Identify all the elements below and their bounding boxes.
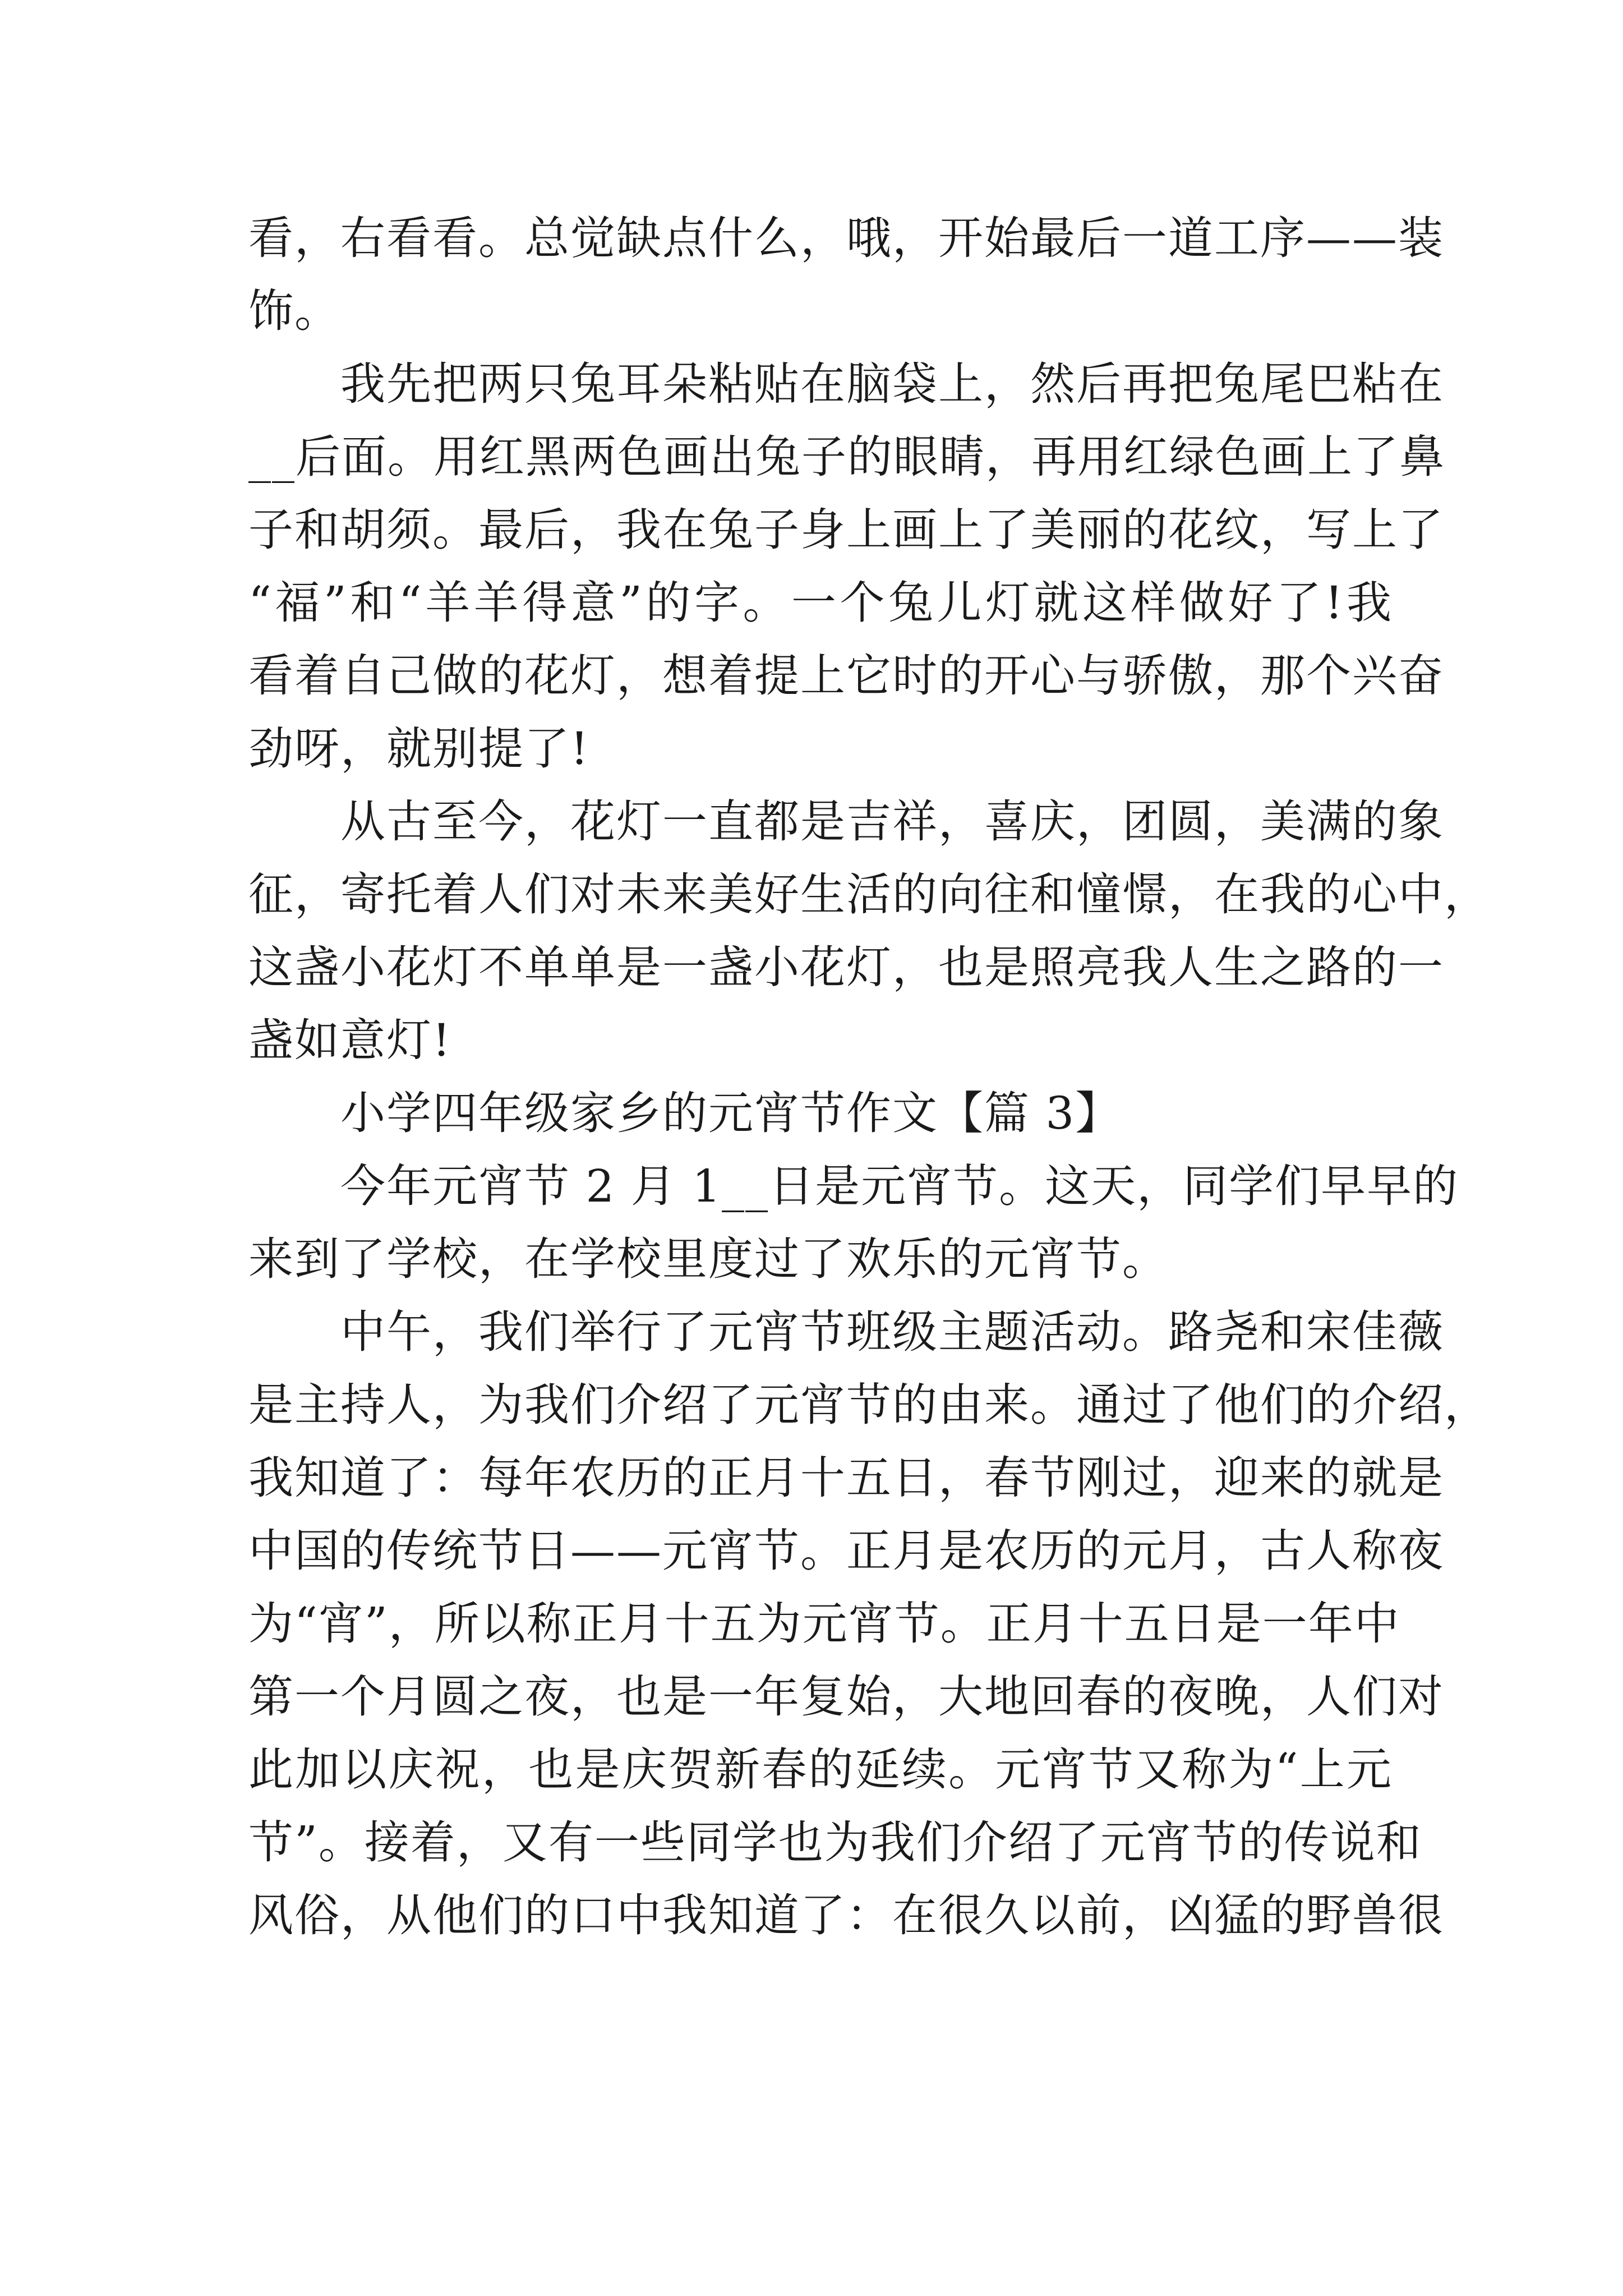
text-line: 征，寄托着人们对未来美好生活的向往和憧憬，在我的心中， (248, 868, 1490, 921)
text-line: 风俗，从他们的口中我知道了：在很久以前，凶猛的野兽很 (248, 1889, 1444, 1941)
text-line: “福”和“羊羊得意”的字。一个兔儿灯就这样做好了!我 (248, 577, 1393, 629)
text-line: 节”。接着，又有一些同学也为我们介绍了元宵节的传说和 (248, 1816, 1422, 1869)
text-line: 从古至今，花灯一直都是吉祥，喜庆，团圆，美满的象 (248, 795, 1444, 848)
text-line: 此加以庆祝，也是庆贺新春的延续。元宵节又称为“上元 (248, 1743, 1393, 1796)
section-heading: 小学四年级家乡的元宵节作文【篇 3】 (248, 1087, 1122, 1139)
text-line: 盏如意灯! (248, 1014, 452, 1066)
text-line: 我先把两只兔耳朵粘贴在脑袋上，然后再把兔尾巴粘在 (248, 358, 1444, 410)
essay-text (248, 202, 1490, 1952)
text-line: 是主持人，为我们介绍了元宵节的由来。通过了他们的介绍， (248, 1379, 1490, 1431)
text-line: 这盏小花灯不单单是一盏小花灯，也是照亮我人生之路的一 (248, 941, 1444, 993)
text-line: 看，右看看。总觉缺点什么，哦，开始最后一道工序——装 (248, 212, 1444, 264)
text-line: 来到了学校，在学校里度过了欢乐的元宵节。 (248, 1233, 1168, 1285)
text-line: 子和胡须。最后，我在兔子身上画上了美丽的花纹，写上了 (248, 504, 1444, 556)
text-line: 劲呀，就别提了! (248, 723, 590, 775)
text-line: 中国的传统节日——元宵节。正月是农历的元月，古人称夜 (248, 1525, 1444, 1577)
text-line: 饰。 (248, 285, 340, 337)
text-line: 看着自己做的花灯，想着提上它时的开心与骄傲，那个兴奋 (248, 650, 1444, 702)
text-line: 第一个月圆之夜，也是一年复始，大地回春的夜晚，人们对 (248, 1671, 1444, 1723)
text-line: 为“宵”，所以称正月十五为元宵节。正月十五日是一年中 (248, 1598, 1400, 1650)
text-line: 我知道了：每年农历的正月十五日，春节刚过，迎来的就是 (248, 1452, 1444, 1504)
text-line: __后面。用红黑两色画出兔子的眼睛，再用红绿色画上了鼻 (248, 431, 1445, 483)
text-line: 今年元宵节 2 月 1__日是元宵节。这天，同学们早早的 (248, 1160, 1459, 1212)
text-line: 中午，我们举行了元宵节班级主题活动。路尧和宋佳薇 (248, 1306, 1444, 1358)
